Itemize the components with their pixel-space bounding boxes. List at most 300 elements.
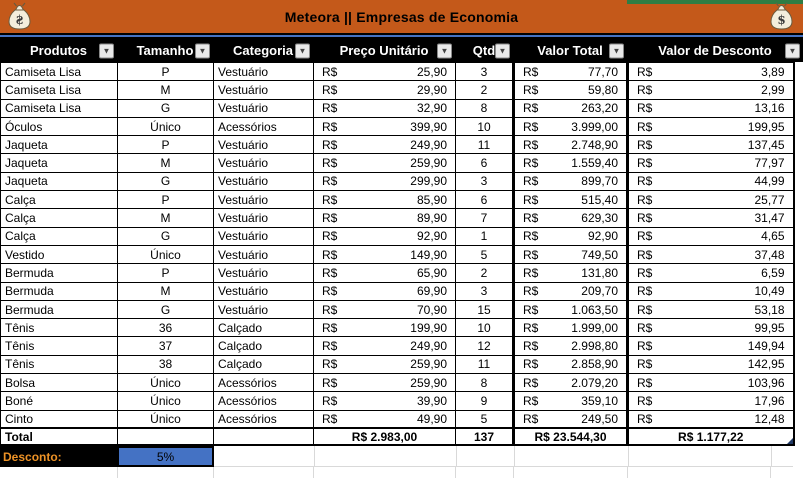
cell-categoria[interactable]: Vestuário: [214, 227, 314, 245]
cell-valor-de-desconto[interactable]: [628, 355, 794, 373]
cell-produto[interactable]: Camiseta Lisa: [1, 99, 118, 117]
table-row: [1, 136, 794, 154]
cell-preco-unitario[interactable]: [314, 245, 456, 263]
amount-value: 6,59: [761, 265, 785, 280]
amount-value: 65,90: [416, 265, 447, 280]
currency-symbol: R$: [637, 82, 653, 97]
currency-symbol: R$: [523, 320, 539, 335]
table-row: [1, 392, 794, 410]
currency-symbol: R$: [523, 339, 539, 354]
cell-produto[interactable]: Jaqueta: [1, 136, 118, 154]
cell-qtd[interactable]: 8: [456, 374, 514, 392]
cell-valor-de-desconto[interactable]: [628, 209, 794, 227]
amount-value: 37,48: [754, 247, 785, 262]
cell-preco-unitario[interactable]: [314, 81, 456, 99]
cell-tamanho[interactable]: M: [118, 209, 214, 227]
currency-symbol: R$: [637, 339, 653, 354]
column-header-label: Tamanho: [136, 43, 194, 58]
empty-cells-area: [0, 467, 803, 478]
currency-symbol: R$: [322, 393, 338, 408]
table-row: [1, 172, 794, 190]
amount-value: 92,90: [416, 229, 447, 244]
cell-valor-total[interactable]: [514, 136, 628, 154]
cell-valor-total[interactable]: [514, 337, 628, 355]
amount-value: 92,90: [587, 229, 618, 244]
table-row: [1, 99, 794, 117]
cell-produto[interactable]: Calça: [1, 209, 118, 227]
cell-categoria[interactable]: Vestuário: [214, 136, 314, 154]
amount-value: 259,90: [410, 375, 447, 390]
total-empty-cell[interactable]: [118, 428, 214, 445]
currency-symbol: R$: [322, 339, 338, 354]
cell-valor-total[interactable]: [514, 191, 628, 209]
cell-valor-de-desconto[interactable]: [628, 337, 794, 355]
empty-cells-area: [214, 446, 793, 467]
cell-preco-unitario[interactable]: [314, 227, 456, 245]
cell-tamanho[interactable]: Único: [118, 374, 214, 392]
amount-value: 85,90: [416, 192, 447, 207]
cell-valor-total[interactable]: [514, 319, 628, 337]
amount-value: 263,20: [581, 101, 618, 116]
gridline: [117, 467, 118, 478]
amount-value: 69,90: [416, 284, 447, 299]
cell-valor-total[interactable]: [514, 264, 628, 282]
cell-categoria[interactable]: Calçado: [214, 319, 314, 337]
cell-valor-de-desconto[interactable]: [628, 300, 794, 318]
cell-categoria[interactable]: Vestuário: [214, 300, 314, 318]
cell-tamanho[interactable]: Único: [118, 117, 214, 135]
cell-produto[interactable]: Bermuda: [1, 300, 118, 318]
cell-valor-de-desconto[interactable]: [628, 319, 794, 337]
currency-symbol: R$: [322, 211, 338, 226]
amount-value: 1.063,50: [571, 302, 618, 317]
amount-value: 2.748,90: [571, 137, 618, 152]
amount-value: 32,90: [416, 101, 447, 116]
cell-preco-unitario[interactable]: [314, 410, 456, 428]
currency-symbol: R$: [523, 412, 539, 427]
currency-symbol: R$: [523, 211, 539, 226]
currency-symbol: R$: [523, 119, 539, 134]
cell-valor-de-desconto[interactable]: [628, 81, 794, 99]
currency-symbol: R$: [322, 174, 338, 189]
currency-symbol: R$: [637, 229, 653, 244]
cell-qtd[interactable]: 15: [456, 300, 514, 318]
cell-produto[interactable]: Bolsa: [1, 374, 118, 392]
cell-valor-total[interactable]: [514, 245, 628, 263]
money-bag-icon: [768, 2, 795, 36]
currency-symbol: R$: [322, 375, 338, 390]
cell-valor-total[interactable]: [514, 410, 628, 428]
currency-symbol: R$: [637, 211, 653, 226]
cell-categoria[interactable]: Acessórios: [214, 374, 314, 392]
amount-value: 149,90: [410, 247, 447, 262]
column-header-label: Categoria: [233, 43, 293, 58]
amount-value: 44,99: [754, 174, 785, 189]
cell-produto[interactable]: Bermuda: [1, 264, 118, 282]
cell-qtd[interactable]: 9: [456, 392, 514, 410]
cell-preco-unitario[interactable]: [314, 191, 456, 209]
cell-qtd[interactable]: 2: [456, 81, 514, 99]
discount-row: [0, 446, 793, 467]
column-header-label: Preço Unitário: [339, 43, 429, 58]
cell-tamanho[interactable]: G: [118, 172, 214, 190]
amount-value: 899,70: [581, 174, 618, 189]
table-row: [1, 282, 794, 300]
cell-tamanho[interactable]: G: [118, 300, 214, 318]
total-row: [1, 428, 794, 445]
amount-value: 749,50: [581, 247, 618, 262]
currency-symbol: R$: [523, 284, 539, 299]
cell-categoria[interactable]: Vestuário: [214, 81, 314, 99]
table-row: [1, 117, 794, 135]
cell-preco-unitario[interactable]: [314, 117, 456, 135]
gridline: [513, 467, 514, 478]
cell-tamanho[interactable]: M: [118, 154, 214, 172]
cell-categoria[interactable]: Vestuário: [214, 264, 314, 282]
filter-dropdown-button[interactable]: ▼: [495, 43, 510, 58]
cell-valor-total[interactable]: [514, 392, 628, 410]
cell-valor-total[interactable]: [514, 117, 628, 135]
filter-dropdown-button[interactable]: ▼: [295, 43, 310, 58]
cell-categoria[interactable]: Acessórios: [214, 410, 314, 428]
amount-value: 249,50: [581, 412, 618, 427]
cell-produto[interactable]: Cinto: [1, 410, 118, 428]
cell-valor-de-desconto[interactable]: [628, 154, 794, 172]
amount-value: 59,80: [587, 82, 618, 97]
currency-symbol: R$: [637, 119, 653, 134]
amount-value: 359,10: [581, 393, 618, 408]
column-header-tamanho: [117, 39, 213, 62]
amount-value: 4,65: [761, 229, 785, 244]
table-row: [1, 63, 794, 81]
cell-produto[interactable]: Vestido: [1, 245, 118, 263]
amount-value: 149,94: [747, 339, 785, 354]
currency-symbol: R$: [322, 302, 338, 317]
filter-dropdown-button[interactable]: ▼: [99, 43, 114, 58]
currency-symbol: R$: [322, 82, 338, 97]
currency-symbol: R$: [523, 265, 539, 280]
gridline: [455, 467, 456, 478]
cell-tamanho[interactable]: Único: [118, 245, 214, 263]
cell-produto[interactable]: Tênis: [1, 319, 118, 337]
cell-valor-total[interactable]: [514, 63, 628, 81]
cell-qtd[interactable]: 10: [456, 117, 514, 135]
cell-qtd[interactable]: 12: [456, 337, 514, 355]
currency-symbol: R$: [322, 320, 338, 335]
cell-categoria[interactable]: Vestuário: [214, 63, 314, 81]
currency-symbol: R$: [637, 64, 653, 79]
cell-preco-unitario[interactable]: [314, 319, 456, 337]
cell-categoria[interactable]: Acessórios: [214, 392, 314, 410]
currency-symbol: R$: [523, 192, 539, 207]
table-row: [1, 319, 794, 337]
gridline: [313, 467, 314, 478]
amount-value: 259,90: [410, 156, 447, 171]
cell-categoria[interactable]: Vestuário: [214, 191, 314, 209]
total-qtd-cell[interactable]: 137: [456, 428, 514, 445]
cell-valor-de-desconto[interactable]: [628, 410, 794, 428]
data-table: [0, 62, 795, 446]
filter-dropdown-button[interactable]: ▼: [195, 43, 210, 58]
cell-qtd[interactable]: 2: [456, 264, 514, 282]
cell-produto[interactable]: Bermuda: [1, 282, 118, 300]
total-desconto-cell[interactable]: [628, 428, 794, 445]
cell-tamanho[interactable]: G: [118, 99, 214, 117]
cell-produto[interactable]: Tênis: [1, 337, 118, 355]
cell-valor-total[interactable]: [514, 300, 628, 318]
cell-valor-de-desconto[interactable]: [628, 172, 794, 190]
cell-valor-de-desconto[interactable]: [628, 282, 794, 300]
total-preco-cell[interactable]: R$ 2.983,00: [314, 428, 456, 445]
cell-preco-unitario[interactable]: [314, 99, 456, 117]
currency-symbol: R$: [637, 156, 653, 171]
currency-symbol: R$: [637, 393, 653, 408]
cell-produto[interactable]: Calça: [1, 227, 118, 245]
cell-valor-de-desconto[interactable]: [628, 191, 794, 209]
amount-value: 249,90: [410, 339, 447, 354]
cell-qtd[interactable]: 6: [456, 191, 514, 209]
cell-produto[interactable]: Jaqueta: [1, 154, 118, 172]
cell-valor-total[interactable]: [514, 154, 628, 172]
currency-symbol: R$: [322, 137, 338, 152]
currency-symbol: R$: [637, 375, 653, 390]
cell-produto[interactable]: Boné: [1, 392, 118, 410]
cell-preco-unitario[interactable]: [314, 209, 456, 227]
cell-qtd[interactable]: 11: [456, 355, 514, 373]
cell-tamanho[interactable]: M: [118, 282, 214, 300]
cell-valor-de-desconto[interactable]: [628, 227, 794, 245]
cell-valor-de-desconto[interactable]: [628, 136, 794, 154]
currency-symbol: R$: [523, 302, 539, 317]
table-row: [1, 227, 794, 245]
cell-valor-total[interactable]: [514, 374, 628, 392]
cell-qtd[interactable]: 10: [456, 319, 514, 337]
table-row: [1, 355, 794, 373]
cell-preco-unitario[interactable]: [314, 172, 456, 190]
cell-preco-unitario[interactable]: [314, 63, 456, 81]
cell-tamanho[interactable]: P: [118, 191, 214, 209]
amount-value: 199,95: [747, 119, 785, 134]
cell-valor-de-desconto[interactable]: [628, 392, 794, 410]
amount-value: 1.999,00: [571, 320, 618, 335]
amount-value: 1.559,40: [571, 156, 618, 171]
amount-value: 2.079,20: [571, 375, 618, 390]
cell-valor-total[interactable]: [514, 99, 628, 117]
currency-symbol: R$: [322, 64, 338, 79]
cell-tamanho[interactable]: P: [118, 264, 214, 282]
table-header-row: [0, 39, 803, 62]
currency-symbol: R$: [523, 375, 539, 390]
cell-preco-unitario[interactable]: [314, 355, 456, 373]
filter-dropdown-button[interactable]: ▼: [609, 43, 624, 58]
amount-value: 3,89: [761, 64, 785, 79]
cell-qtd[interactable]: 3: [456, 63, 514, 81]
cell-produto[interactable]: Camiseta Lisa: [1, 81, 118, 99]
currency-symbol: R$: [523, 64, 539, 79]
column-header-label: Produtos: [29, 43, 88, 58]
amount-value: 259,90: [410, 357, 447, 372]
amount-value: 31,47: [754, 211, 785, 226]
discount-value-cell[interactable]: [117, 446, 214, 467]
table-row: [1, 410, 794, 428]
currency-symbol: R$: [322, 119, 338, 134]
cell-tamanho[interactable]: Único: [118, 410, 214, 428]
cell-produto[interactable]: Camiseta Lisa: [1, 63, 118, 81]
gridline: [627, 467, 628, 478]
amount-value: 131,80: [581, 265, 618, 280]
cell-valor-de-desconto[interactable]: [628, 264, 794, 282]
table-row: [1, 191, 794, 209]
currency-symbol: R$: [322, 101, 338, 116]
cell-qtd[interactable]: 6: [456, 154, 514, 172]
gridline: [770, 467, 771, 478]
column-header-label: Qtd: [472, 43, 496, 58]
cell-categoria[interactable]: Acessórios: [214, 117, 314, 135]
gridline: [314, 446, 315, 466]
cell-valor-de-desconto[interactable]: [628, 374, 794, 392]
amount-value: 515,40: [581, 192, 618, 207]
currency-symbol: R$: [637, 174, 653, 189]
currency-symbol: R$: [322, 192, 338, 207]
amount-value: 89,90: [416, 211, 447, 226]
currency-symbol: R$: [322, 247, 338, 262]
currency-symbol: R$: [637, 357, 653, 372]
cell-preco-unitario[interactable]: [314, 136, 456, 154]
amount-value: 17,96: [754, 393, 785, 408]
currency-symbol: R$: [637, 192, 653, 207]
total-valor-total-cell[interactable]: R$ 23.544,30: [514, 428, 628, 445]
cell-qtd[interactable]: 5: [456, 410, 514, 428]
currency-symbol: R$: [322, 229, 338, 244]
cell-categoria[interactable]: Vestuário: [214, 172, 314, 190]
cell-categoria[interactable]: Vestuário: [214, 245, 314, 263]
cell-tamanho[interactable]: Único: [118, 392, 214, 410]
cell-valor-total[interactable]: [514, 282, 628, 300]
cell-qtd[interactable]: 11: [456, 136, 514, 154]
cell-valor-total[interactable]: [514, 355, 628, 373]
amount-value: 25,90: [416, 64, 447, 79]
cell-valor-total[interactable]: [514, 227, 628, 245]
filter-dropdown-button[interactable]: ▼: [785, 43, 800, 58]
cell-preco-unitario[interactable]: [314, 300, 456, 318]
gridline: [514, 446, 515, 466]
cell-categoria[interactable]: Vestuário: [214, 154, 314, 172]
cell-produto[interactable]: Jaqueta: [1, 172, 118, 190]
amount-value: 99,95: [754, 320, 785, 335]
cell-qtd[interactable]: 1: [456, 227, 514, 245]
cell-valor-de-desconto[interactable]: [628, 63, 794, 81]
cell-valor-de-desconto[interactable]: [628, 245, 794, 263]
cell-categoria[interactable]: Calçado: [214, 355, 314, 373]
table-row: [1, 154, 794, 172]
money-bag-icon: [6, 2, 33, 36]
gridline: [771, 446, 772, 466]
cell-valor-total[interactable]: [514, 81, 628, 99]
cell-tamanho[interactable]: P: [118, 136, 214, 154]
filter-dropdown-button[interactable]: ▼: [437, 43, 452, 58]
table-row: [1, 81, 794, 99]
table-row: [1, 209, 794, 227]
amount-value: 2.998,80: [571, 339, 618, 354]
cell-tamanho[interactable]: 38: [118, 355, 214, 373]
table-row: [1, 300, 794, 318]
currency-symbol: R$: [637, 247, 653, 262]
amount-value: 53,18: [754, 302, 785, 317]
cell-tamanho[interactable]: M: [118, 81, 214, 99]
cell-categoria[interactable]: Vestuário: [214, 209, 314, 227]
column-header-valor-total: [513, 39, 627, 62]
cell-categoria[interactable]: Vestuário: [214, 282, 314, 300]
column-header-produtos: [0, 39, 117, 62]
cell-corner-marker: [787, 438, 793, 444]
cell-qtd[interactable]: 5: [456, 245, 514, 263]
currency-symbol: R$: [523, 82, 539, 97]
cell-tamanho[interactable]: G: [118, 227, 214, 245]
cell-tamanho[interactable]: P: [118, 63, 214, 81]
amount-value: 12,48: [754, 412, 785, 427]
discount-label-cell[interactable]: [0, 446, 117, 467]
cell-produto[interactable]: Calça: [1, 191, 118, 209]
column-header-categoria: [213, 39, 313, 62]
amount-value: 49,90: [416, 412, 447, 427]
cell-valor-total[interactable]: [514, 172, 628, 190]
cell-preco-unitario[interactable]: [314, 337, 456, 355]
cell-tamanho[interactable]: 36: [118, 319, 214, 337]
total-label-cell[interactable]: Total: [1, 428, 118, 445]
cell-qtd[interactable]: 8: [456, 99, 514, 117]
cell-preco-unitario[interactable]: [314, 154, 456, 172]
column-header-qtd: [455, 39, 513, 62]
cell-produto[interactable]: Óculos: [1, 117, 118, 135]
table-row: [1, 264, 794, 282]
column-header-label: Valor de Desconto: [658, 43, 772, 58]
table-body: [1, 63, 794, 429]
cell-preco-unitario[interactable]: [314, 282, 456, 300]
currency-symbol: R$: [637, 320, 653, 335]
currency-symbol: R$: [637, 101, 653, 116]
amount-value: 399,90: [410, 119, 447, 134]
cell-tamanho[interactable]: 37: [118, 337, 214, 355]
page-title: Meteora || Empresas de Economia: [284, 8, 519, 25]
cell-preco-unitario[interactable]: [314, 374, 456, 392]
currency-symbol: R$: [322, 284, 338, 299]
cell-preco-unitario[interactable]: [314, 392, 456, 410]
total-empty-cell[interactable]: [214, 428, 314, 445]
currency-symbol: R$: [322, 357, 338, 372]
gridline: [456, 446, 457, 466]
cell-valor-total[interactable]: [514, 209, 628, 227]
amount-value: 70,90: [416, 302, 447, 317]
column-header-preco-unitario: [313, 39, 455, 62]
cell-valor-de-desconto[interactable]: [628, 99, 794, 117]
amount-value: 2.858,90: [571, 357, 618, 372]
cell-qtd[interactable]: 7: [456, 209, 514, 227]
gridline: [628, 446, 629, 466]
cell-preco-unitario[interactable]: [314, 264, 456, 282]
svg-text:$: $: [777, 13, 786, 27]
currency-symbol: R$: [637, 137, 653, 152]
amount-value: 142,95: [747, 357, 785, 372]
cell-valor-de-desconto[interactable]: [628, 117, 794, 135]
cell-categoria[interactable]: Calçado: [214, 337, 314, 355]
amount-value: 29,90: [416, 82, 447, 97]
amount-value: 2,99: [761, 82, 785, 97]
discount-value: 5%: [156, 449, 175, 464]
cell-produto[interactable]: Tênis: [1, 355, 118, 373]
cell-qtd[interactable]: 3: [456, 172, 514, 190]
cell-categoria[interactable]: Vestuário: [214, 99, 314, 117]
cell-qtd[interactable]: 3: [456, 282, 514, 300]
